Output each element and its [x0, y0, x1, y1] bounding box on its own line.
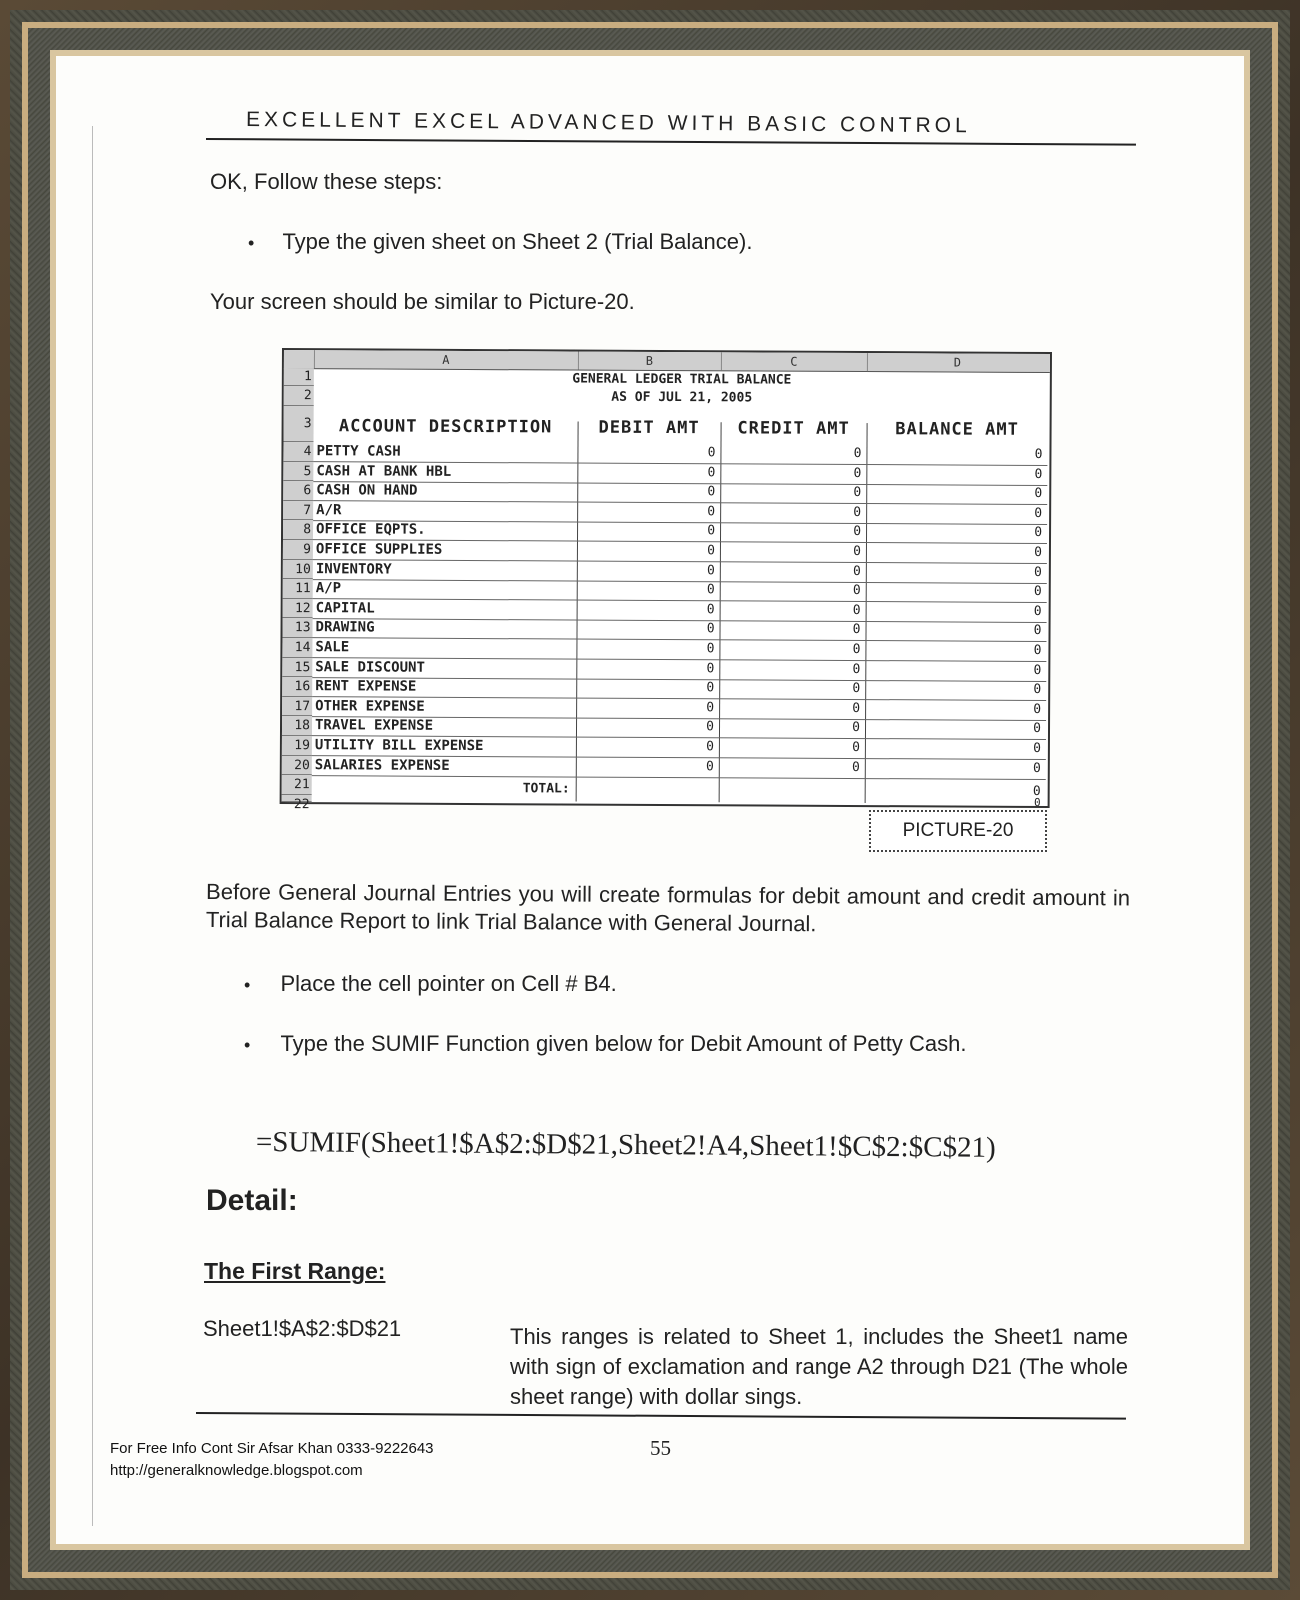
account-description-cell: SALE DISCOUNT: [315, 658, 425, 676]
row-header: 13: [282, 618, 312, 638]
balance-amt-cell: 0: [1033, 623, 1042, 639]
steps-lead: OK, Follow these steps:: [210, 169, 443, 194]
sumif-formula: =SUMIF(Sheet1!$A$2:$D$21,Sheet2!A4,Sheet1!$C$2:$C$21): [255, 1126, 996, 1164]
account-description-cell: CASH AT BANK HBL: [316, 462, 452, 480]
bullet-text: Place the cell pointer on Cell # B4.: [280, 971, 617, 996]
document-page: [56, 56, 1244, 1544]
row-header: 5: [283, 462, 313, 482]
account-description-cell: SALE: [315, 639, 350, 656]
account-description-cell: RENT EXPENSE: [315, 678, 417, 695]
total-label: TOTAL:: [522, 781, 570, 797]
credit-amt-cell: 0: [852, 681, 861, 697]
detail-heading: Detail:: [206, 1184, 298, 1217]
page-number: 55: [650, 1436, 671, 1460]
credit-amt-cell: 0: [853, 504, 862, 520]
debit-amt-cell: 0: [707, 484, 716, 500]
debit-amt-cell: 0: [706, 719, 715, 735]
margin-line: [92, 126, 93, 1526]
account-description-cell: A/P: [315, 580, 342, 597]
row-header: 7: [283, 501, 313, 521]
balance-amt-cell: 0: [1033, 740, 1041, 756]
column-header-a: A: [314, 350, 579, 369]
bullet-text: Type the SUMIF Function given below for Debit Amount of Petty Cash.: [280, 1031, 967, 1056]
debit-amt-cell: 0: [706, 562, 715, 578]
credit-amt-cell: 0: [853, 543, 861, 560]
account-description-cell: CASH ON HAND: [316, 482, 418, 499]
balance-amt-cell: 0: [1033, 682, 1042, 698]
bullet-item-3: [244, 1030, 966, 1059]
credit-amt-cell: 0: [852, 739, 860, 756]
account-description-cell: SALARIES EXPENSE: [314, 756, 450, 774]
debit-amt-cell: 0: [706, 739, 714, 755]
account-description-cell: UTILITY BILL EXPENSE: [314, 737, 484, 755]
column-header-bar: [284, 350, 1050, 373]
column-header-b: B: [578, 352, 722, 371]
debit-amt-cell: 0: [707, 464, 716, 480]
debit-amt-cell: 0: [706, 680, 715, 696]
row-header: 14: [282, 638, 312, 658]
bullet-icon: •: [244, 1035, 251, 1055]
picture-caption: PICTURE-20: [869, 810, 1047, 852]
range-description: This ranges is related to Sheet 1, includes the Sheet1 name with sign of exclamation and range A2 through D21 (The whole sheet range) with dollar sings.: [510, 1324, 1128, 1409]
bullet-text: Type the given sheet on Sheet 2 (Trial Balance).: [282, 229, 753, 254]
balance-amt-cell: 0: [1033, 642, 1042, 658]
corner-cell: [284, 350, 315, 368]
balance-amt-cell: 0: [1034, 466, 1043, 482]
account-description-cell: TRAVEL EXPENSE: [314, 717, 434, 735]
account-description-cell: OFFICE SUPPLIES: [315, 541, 443, 558]
credit-amt-cell: 0: [852, 641, 861, 658]
account-description-cell: PETTY CASH: [316, 443, 401, 460]
balance-amt-cell: 0: [1033, 564, 1042, 580]
debit-amt-cell: 0: [706, 700, 715, 716]
balance-amt-cell: 0: [1033, 584, 1042, 600]
row-header: 2: [284, 386, 314, 406]
row-header: 18: [282, 716, 312, 736]
credit-amt-cell: 0: [853, 465, 862, 481]
account-description-cell: CAPITAL: [315, 599, 375, 617]
first-range-heading: The First Range:: [204, 1258, 386, 1284]
bullet-icon: •: [244, 975, 251, 995]
row-header: 8: [283, 520, 313, 540]
debit-amt-cell: 0: [707, 523, 716, 539]
debit-amt-cell: 0: [705, 758, 714, 774]
account-description-cell: OTHER EXPENSE: [315, 697, 425, 715]
bullet-item-1: [248, 228, 752, 257]
account-description-cell: DRAWING: [315, 619, 375, 636]
header-account-description: ACCOUNT DESCRIPTION: [338, 416, 553, 438]
balance-amt-cell: 0: [1034, 505, 1043, 521]
balance-amt-cell: 0: [1033, 603, 1042, 619]
footer-contact: [110, 1438, 434, 1482]
row-header: 1: [284, 368, 314, 386]
row-header: 15: [282, 658, 312, 678]
row-header: 12: [283, 599, 313, 619]
column-header-d: D: [953, 355, 962, 370]
balance-amt-cell: 0: [1034, 525, 1043, 541]
account-description-cell: OFFICE EQPTS.: [316, 521, 426, 539]
credit-amt-cell: 0: [852, 583, 861, 599]
screen-note: Your screen should be similar to Picture-20.: [210, 289, 635, 314]
grid-hline: [312, 775, 1046, 780]
row-header: 11: [283, 579, 313, 599]
debit-amt-cell: 0: [706, 602, 715, 618]
credit-amt-cell: 0: [853, 445, 862, 462]
row-header: 16: [282, 677, 312, 697]
balance-amt-cell: 0: [1034, 446, 1043, 462]
row-header: 9: [283, 540, 313, 560]
credit-amt-cell: 0: [852, 661, 861, 677]
credit-amt-cell: 0: [852, 720, 861, 736]
credit-amt-cell: 0: [852, 563, 861, 579]
sheet-title-line2: AS OF JUL 21, 2005: [611, 389, 753, 406]
footer-rule: [196, 1412, 1126, 1420]
account-description-cell: INVENTORY: [315, 560, 392, 578]
row-header: 20: [282, 756, 312, 776]
balance-amt-cell: 0: [1033, 662, 1042, 678]
row-header: 4: [283, 442, 313, 462]
header-debit-amt: DEBIT AMT: [598, 417, 700, 439]
total-balance-cell: 0: [1032, 783, 1041, 799]
row-header: 19: [282, 736, 312, 756]
balance-amt-cell: 0: [1034, 544, 1042, 560]
credit-amt-cell: 0: [852, 602, 861, 618]
range-reference: Sheet1!$A$2:$D$21: [203, 1316, 402, 1341]
credit-amt-cell: 0: [853, 524, 862, 540]
balance-amt-cell: 0: [1032, 760, 1041, 776]
header-credit-amt: CREDIT AMT: [737, 418, 850, 439]
bullet-icon: •: [248, 233, 255, 253]
balance-amt-cell: 0: [1034, 486, 1043, 502]
debit-amt-cell: 0: [706, 582, 715, 598]
page-header-title: EXCELLENT EXCEL ADVANCED WITH BASIC CONTROL: [245, 108, 971, 138]
spreadsheet-picture: [280, 348, 1052, 812]
account-description-cell: A/R: [316, 501, 342, 519]
balance-amt-cell: 0: [1033, 701, 1042, 717]
credit-amt-cell: 0: [853, 485, 862, 501]
debit-amt-cell: 0: [706, 641, 715, 657]
debit-amt-cell: 0: [706, 660, 715, 676]
row-header: 22: [282, 795, 312, 802]
header-rule: [206, 138, 1136, 146]
row-header: 3: [284, 406, 314, 442]
footer-url: http://generalknowledge.blogspot.com: [110, 1462, 363, 1479]
debit-amt-cell: 0: [707, 445, 716, 461]
row-header: 17: [282, 697, 312, 717]
column-header-c: C: [721, 352, 868, 371]
bullet-item-2: [244, 970, 617, 999]
debit-amt-cell: 0: [707, 543, 715, 559]
extra-balance-cell: 0: [1033, 795, 1041, 809]
header-balance-amt: BALANCE AMT: [895, 419, 1019, 440]
paragraph-formulas: Before General Journal Entries you will create formulas for debit amount and credit amount in Trial Balance Report to link Trial Balance with General Journal.: [205, 879, 1131, 937]
credit-amt-cell: 0: [851, 759, 860, 775]
sheet-title-line1: GENERAL LEDGER TRIAL BALANCE: [572, 371, 792, 388]
credit-amt-cell: 0: [852, 700, 861, 716]
balance-amt-cell: 0: [1033, 721, 1042, 737]
row-header: 10: [283, 560, 313, 580]
credit-amt-cell: 0: [852, 622, 861, 638]
row-header: 6: [283, 481, 313, 501]
footer-contact-line: For Free Info Cont Sir Afsar Khan 0333-9222643: [110, 1440, 434, 1457]
debit-amt-cell: 0: [707, 504, 716, 520]
row-header: 21: [282, 775, 312, 795]
debit-amt-cell: 0: [706, 621, 715, 637]
